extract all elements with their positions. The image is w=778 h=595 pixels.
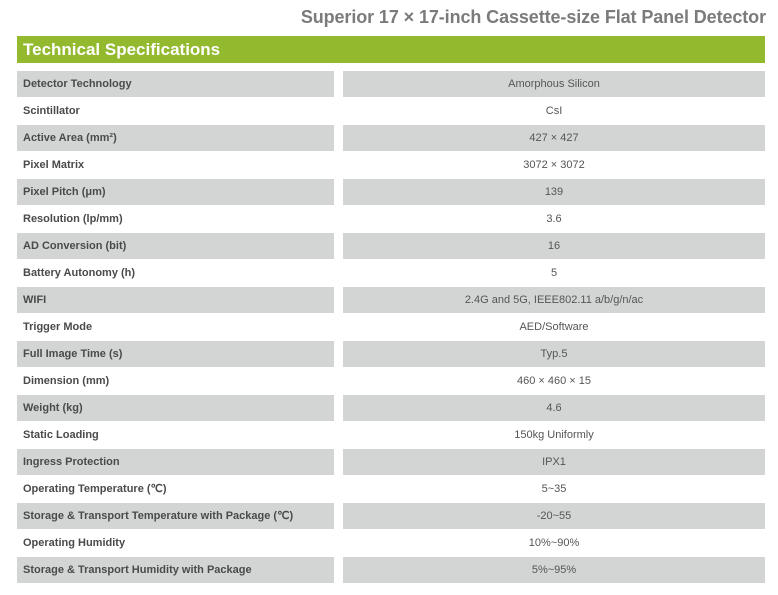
spec-label: Ingress Protection xyxy=(17,449,334,475)
spec-row-operating-humidity xyxy=(17,530,765,557)
spec-label: Pixel Pitch (μm) xyxy=(17,179,334,205)
spec-label: Active Area (mm²) xyxy=(17,125,334,151)
spec-label: Detector Technology xyxy=(17,71,334,97)
spec-value: Amorphous Silicon xyxy=(343,71,765,97)
page-title: Superior 17 × 17-inch Cassette-size Flat Panel Detector xyxy=(300,7,766,27)
spec-table xyxy=(17,71,765,584)
spec-value: 3.6 xyxy=(546,213,562,225)
spec-row-pixel-matrix xyxy=(17,152,765,179)
spec-label: Scintillator xyxy=(23,105,80,117)
spec-value: Typ.5 xyxy=(343,341,765,367)
spec-row-ingress-protection xyxy=(17,449,765,476)
spec-value: 139 xyxy=(343,179,765,205)
spec-value: AED/Software xyxy=(519,321,589,333)
spec-value: 3072 × 3072 xyxy=(523,159,585,171)
spec-label: Storage & Transport Temperature with Package (℃) xyxy=(17,503,334,529)
spec-label: Static Loading xyxy=(23,429,99,441)
spec-row-trigger-mode xyxy=(17,314,765,341)
spec-row-operating-temperature xyxy=(17,476,765,503)
spec-value: 5%~95% xyxy=(343,557,765,583)
spec-label: Resolution (lp/mm) xyxy=(23,213,123,225)
spec-row-detector-technology xyxy=(17,71,765,98)
spec-label: Pixel Matrix xyxy=(23,159,85,171)
spec-label: Operating Humidity xyxy=(23,537,126,549)
spec-value: 460 × 460 × 15 xyxy=(516,375,591,387)
spec-row-ad-conversion xyxy=(17,233,765,260)
spec-row-static-loading xyxy=(17,422,765,449)
spec-label: Dimension (mm) xyxy=(23,375,110,387)
spec-value: CsI xyxy=(545,105,563,117)
section-header-technical-specifications: Technical Specifications xyxy=(17,36,765,63)
spec-row-pixel-pitch xyxy=(17,179,765,206)
spec-row-storage-temperature xyxy=(17,503,765,530)
spec-label: Weight (kg) xyxy=(17,395,334,421)
spec-value: IPX1 xyxy=(343,449,765,475)
spec-value: 4.6 xyxy=(343,395,765,421)
spec-row-storage-humidity xyxy=(17,557,765,584)
spec-row-battery-autonomy xyxy=(17,260,765,287)
spec-label: Full Image Time (s) xyxy=(17,341,334,367)
spec-row-dimension xyxy=(17,368,765,395)
spec-value: 5~35 xyxy=(541,483,567,495)
spec-value: 427 × 427 xyxy=(343,125,765,151)
spec-row-wifi xyxy=(17,287,765,314)
spec-label: Storage & Transport Humidity with Package xyxy=(17,557,334,583)
spec-value: 150kg Uniformly xyxy=(514,429,594,441)
spec-label: Battery Autonomy (h) xyxy=(23,267,136,279)
spec-row-active-area xyxy=(17,125,765,152)
spec-row-weight xyxy=(17,395,765,422)
spec-row-scintillator xyxy=(17,98,765,125)
spec-value: 10%~90% xyxy=(528,537,580,549)
spec-label: AD Conversion (bit) xyxy=(17,233,334,259)
spec-row-resolution xyxy=(17,206,765,233)
spec-row-full-image-time xyxy=(17,341,765,368)
spec-label: WIFI xyxy=(17,287,334,313)
spec-label: Trigger Mode xyxy=(23,321,93,333)
spec-label: Operating Temperature (℃) xyxy=(23,483,167,495)
spec-value: 2.4G and 5G, IEEE802.11 a/b/g/n/ac xyxy=(343,287,765,313)
spec-value: 16 xyxy=(343,233,765,259)
spec-value: 5 xyxy=(550,267,558,279)
spec-value: -20~55 xyxy=(343,503,765,529)
